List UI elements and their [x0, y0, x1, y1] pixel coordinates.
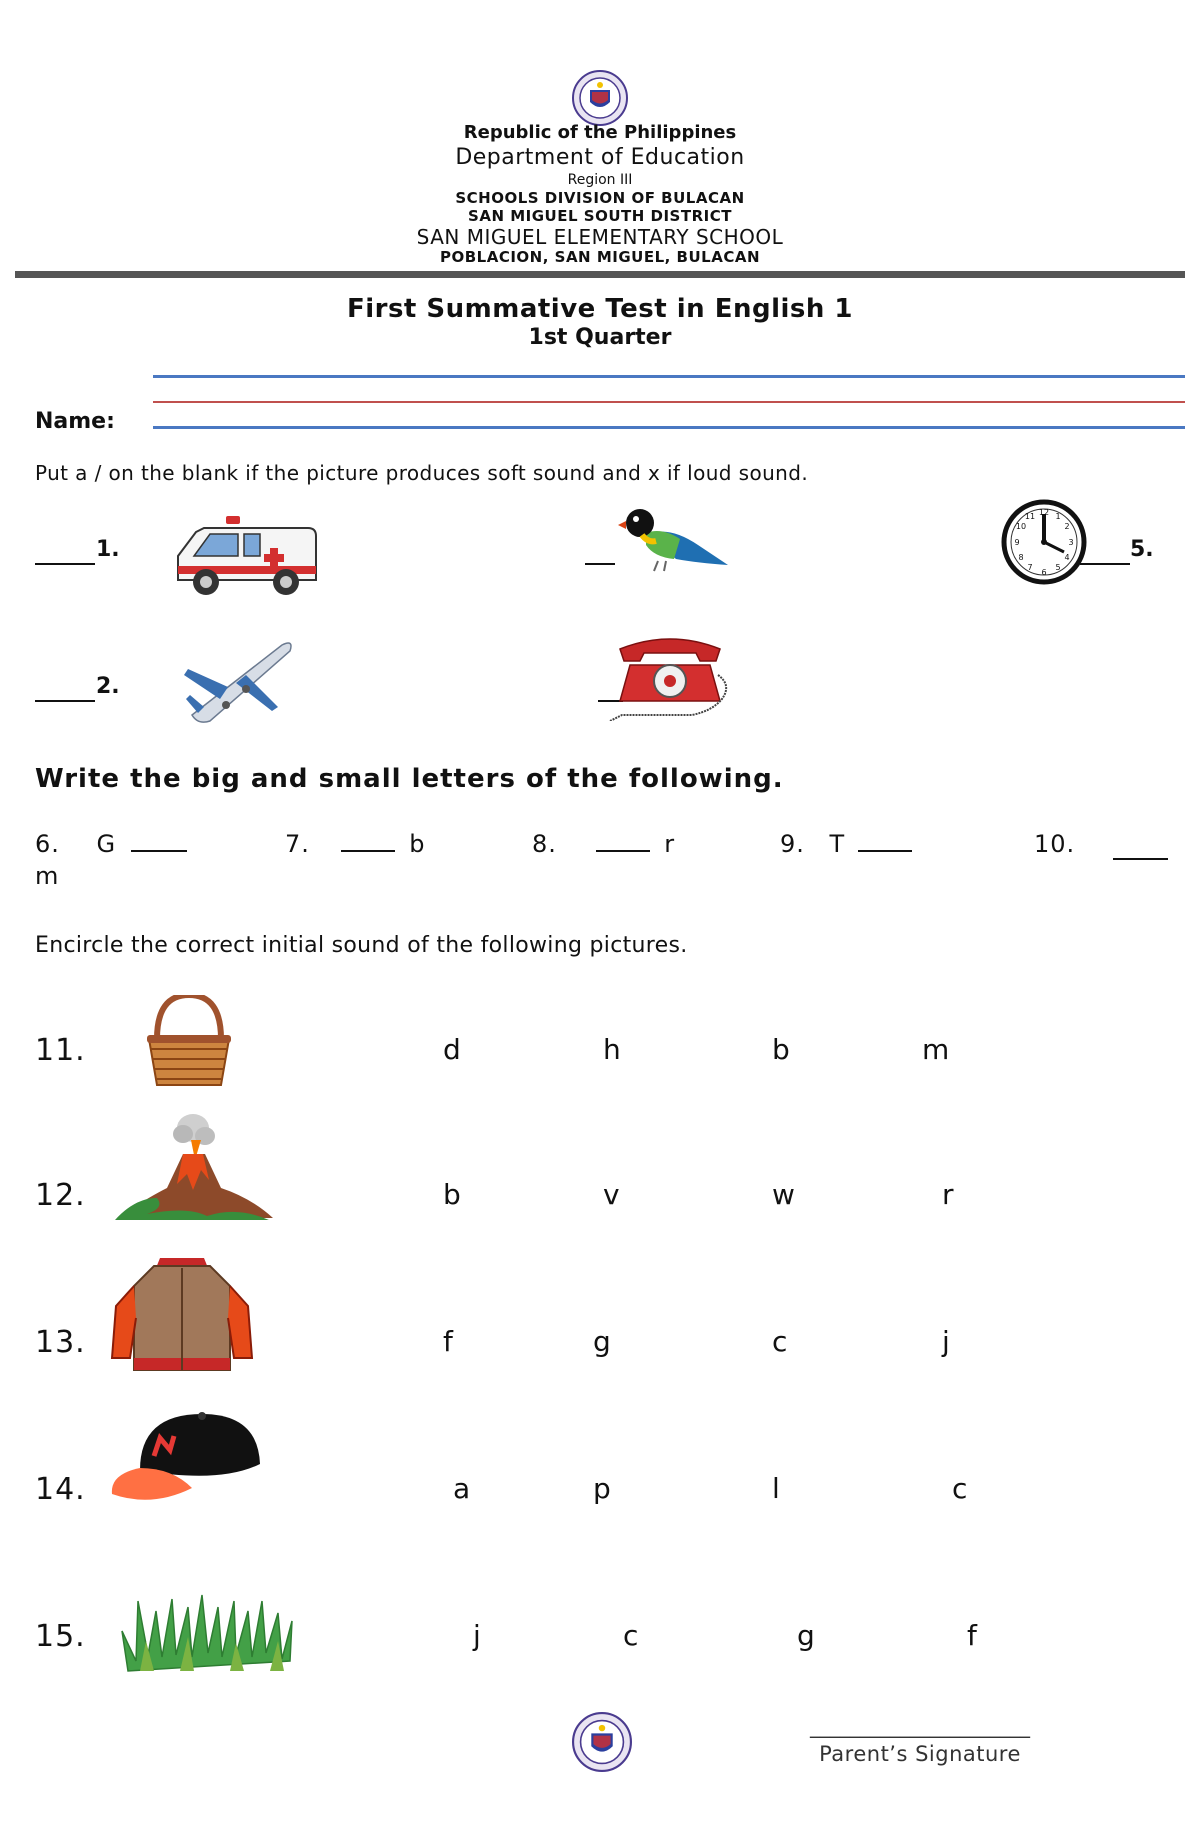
header-district: SAN MIGUEL SOUTH DISTRICT: [468, 207, 732, 225]
answer-blank-2[interactable]: [35, 700, 95, 702]
item-label-5: 5.: [1130, 537, 1154, 562]
item-num-14: 14.: [35, 1472, 86, 1507]
airplane-icon: [182, 635, 302, 725]
part3-instruction: Encircle the correct initial sound of the following pictures.: [35, 933, 688, 958]
answer-blank-8[interactable]: [596, 850, 650, 852]
telephone-icon: [606, 635, 734, 721]
choice-11-3[interactable]: b: [772, 1033, 790, 1066]
deped-seal-bottom: [572, 1712, 632, 1772]
item-letter-10: m: [35, 862, 60, 890]
svg-text:4: 4: [1064, 553, 1070, 562]
letters-item-8: [532, 830, 675, 858]
item-num-9: 9.: [780, 830, 805, 858]
header-republic: Republic of the Philippines: [463, 122, 737, 143]
choice-13-1[interactable]: f: [443, 1325, 453, 1358]
basket-icon: [145, 995, 233, 1089]
header-division: SCHOOLS DIVISION OF BULACAN: [455, 189, 745, 207]
ambulance-icon: [174, 510, 324, 602]
cap-icon: [110, 1410, 262, 1508]
choice-14-3[interactable]: l: [772, 1472, 780, 1505]
test-quarter: 1st Quarter: [528, 325, 672, 350]
name-line-bottom: [153, 426, 1185, 429]
signature-line: ______________________: [810, 1714, 1030, 1738]
answer-blank-bird[interactable]: [585, 563, 615, 565]
signature-label: Parent’s Signature: [819, 1742, 1021, 1766]
choice-13-3[interactable]: c: [772, 1325, 788, 1358]
jacket-icon: [110, 1252, 254, 1374]
item-num-11: 11.: [35, 1033, 86, 1068]
header-region: Region III: [567, 172, 633, 188]
choice-11-1[interactable]: d: [443, 1033, 461, 1066]
item-letter-6: G: [96, 830, 117, 858]
svg-text:3: 3: [1068, 538, 1074, 547]
item-num-8: 8.: [532, 830, 557, 858]
answer-blank-9[interactable]: [858, 850, 912, 852]
choice-12-2[interactable]: v: [603, 1178, 620, 1211]
svg-text:8: 8: [1018, 553, 1024, 562]
name-line-top: [153, 375, 1185, 378]
item-num-7: 7.: [285, 830, 310, 858]
part1-instruction: Put a / on the blank if the picture produces soft sound and x if loud sound.: [35, 461, 809, 485]
choice-14-4[interactable]: c: [952, 1472, 968, 1505]
answer-blank-5[interactable]: [1080, 563, 1130, 565]
svg-text:12: 12: [1038, 508, 1050, 517]
choice-12-3[interactable]: w: [772, 1178, 795, 1211]
item-letter-9: T: [829, 830, 846, 858]
choice-13-4[interactable]: j: [942, 1325, 950, 1358]
item-num-12: 12.: [35, 1178, 86, 1213]
svg-text:6: 6: [1041, 568, 1047, 577]
answer-blank-6[interactable]: [131, 850, 187, 852]
letters-item-9: [780, 830, 912, 858]
item-letter-8: r: [664, 830, 676, 858]
bird-icon: [618, 505, 730, 573]
deped-seal-top: [572, 70, 628, 126]
choice-12-1[interactable]: b: [443, 1178, 461, 1211]
header-rule: [15, 271, 1185, 278]
name-label: Name:: [35, 409, 115, 434]
svg-text:2: 2: [1064, 522, 1070, 531]
svg-text:7: 7: [1027, 563, 1033, 572]
item-num-6: 6.: [35, 830, 60, 858]
clock-icon: [1000, 498, 1088, 586]
svg-text:11: 11: [1024, 512, 1036, 521]
choice-13-2[interactable]: g: [593, 1325, 611, 1358]
header-school: SAN MIGUEL ELEMENTARY SCHOOL: [416, 225, 784, 249]
name-line-middle: [153, 401, 1185, 403]
item-label-1: 1.: [96, 537, 120, 562]
svg-text:9: 9: [1014, 538, 1020, 547]
test-title: First Summative Test in English 1: [346, 294, 854, 324]
answer-blank-7[interactable]: [341, 850, 395, 852]
svg-text:5: 5: [1055, 563, 1061, 572]
letters-item-6: [35, 830, 187, 858]
choice-15-3[interactable]: g: [797, 1619, 815, 1652]
part2-instruction: Write the big and small letters of the following.: [35, 764, 784, 794]
svg-text:1: 1: [1055, 512, 1061, 521]
header-address: POBLACION, SAN MIGUEL, BULACAN: [439, 248, 761, 266]
answer-blank-10[interactable]: [1113, 858, 1168, 860]
item-num-15: 15.: [35, 1619, 86, 1654]
item-label-2: 2.: [96, 674, 120, 699]
choice-15-4[interactable]: f: [967, 1619, 977, 1652]
choice-15-2[interactable]: c: [623, 1619, 639, 1652]
letters-item-7: [285, 830, 425, 858]
svg-text:10: 10: [1015, 522, 1027, 531]
choice-14-2[interactable]: p: [593, 1472, 611, 1505]
item-num-13: 13.: [35, 1325, 86, 1360]
choice-14-1[interactable]: a: [453, 1472, 471, 1505]
answer-blank-1[interactable]: [35, 563, 95, 565]
item-num-10: 10.: [1034, 830, 1076, 858]
grass-icon: [120, 1585, 310, 1673]
choice-12-4[interactable]: r: [942, 1178, 954, 1211]
choice-15-1[interactable]: j: [473, 1619, 481, 1652]
volcano-icon: [115, 1110, 275, 1222]
choice-11-4[interactable]: m: [922, 1033, 950, 1066]
header-department: Department of Education: [455, 145, 745, 170]
item-letter-7: b: [409, 830, 426, 858]
choice-11-2[interactable]: h: [603, 1033, 621, 1066]
